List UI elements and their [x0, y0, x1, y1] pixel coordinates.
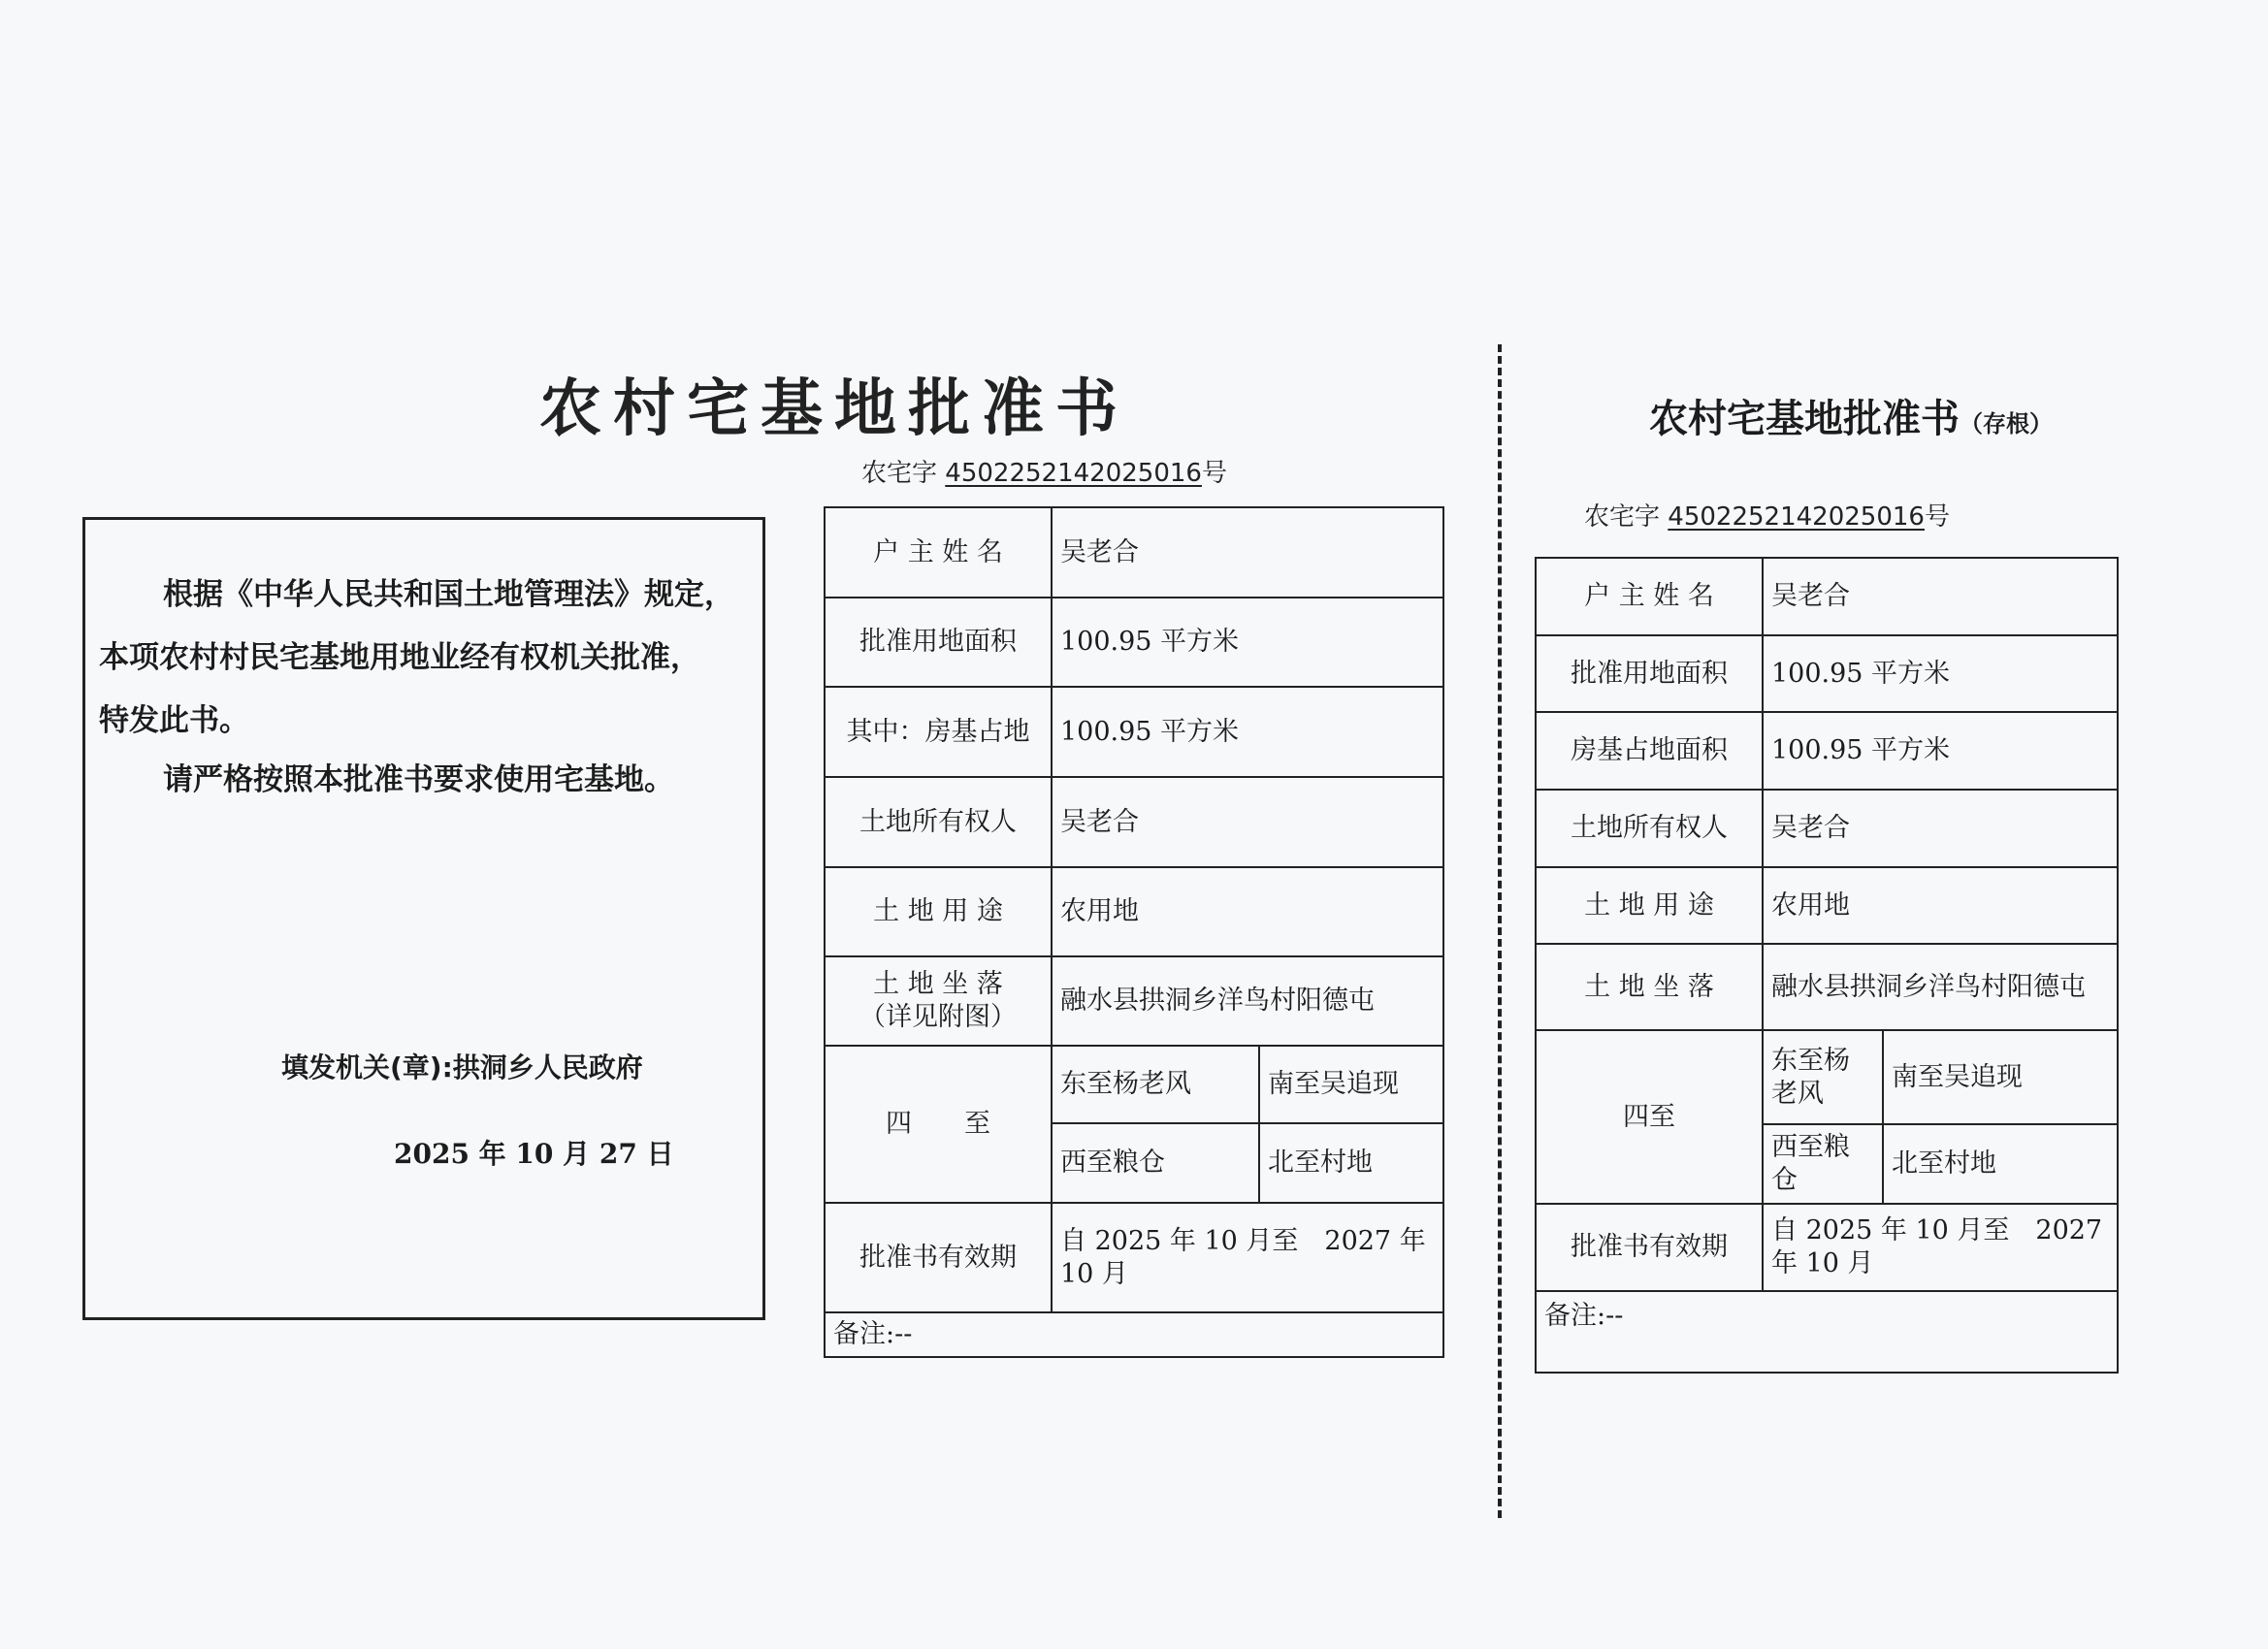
table-row [1536, 944, 2118, 1030]
location-label [825, 956, 1052, 1046]
stub-document-number [1584, 497, 1950, 533]
stub-title [1649, 388, 2134, 443]
stub-area-value: 100.95 平方米 [1763, 635, 2118, 712]
stub-location-label: 土 地 坐 落 [1536, 944, 1763, 1030]
stub-owner-label: 户 主 姓 名 [1536, 558, 1763, 635]
table-row [825, 598, 1443, 687]
table-row [1536, 867, 2118, 944]
document-number [861, 453, 1227, 489]
page-title: 农村宅基地批准书 [539, 372, 1129, 445]
landowner-value: 吴老合 [1052, 777, 1443, 867]
stub-title-text: 农村宅基地批准书 [1649, 396, 1960, 441]
perforation-line [1498, 344, 1502, 1518]
table-row [1536, 1291, 2118, 1373]
house-label: 其中：房基占地 [825, 687, 1052, 777]
owner-label: 户 主 姓 名 [825, 507, 1052, 598]
notice-box [82, 517, 765, 1320]
east-boundary: 东至杨老风 [1052, 1046, 1259, 1123]
table-row [825, 1312, 1443, 1357]
landowner-label: 土地所有权人 [825, 777, 1052, 867]
location-label-line-1: 土 地 坐 落 [873, 969, 1003, 1000]
house-value: 100.95 平方米 [1052, 687, 1443, 777]
issue-date: 2025 年 10 月 27 日 [394, 1138, 674, 1170]
stub-location-value: 融水县拱洞乡洋鸟村阳德屯 [1763, 944, 2118, 1030]
stub-area-label: 批准用地面积 [1536, 635, 1763, 712]
notice-line-3: 特发此书。 [99, 703, 249, 738]
table-row [825, 867, 1443, 956]
table-row [1536, 712, 2118, 790]
table-row [1536, 1030, 2118, 1124]
notice-line-1: 根据《中华人民共和国土地管理法》规定， [163, 577, 734, 612]
stub-east-boundary: 东至杨老风 [1763, 1030, 1883, 1124]
table-row [825, 777, 1443, 867]
stub-table [1535, 557, 2119, 1374]
stub-north-boundary: 北至村地 [1883, 1124, 2118, 1204]
table-row [825, 1046, 1443, 1123]
table-row [825, 956, 1443, 1046]
stub-south-boundary: 南至吴追现 [1883, 1030, 2118, 1124]
table-row [825, 1203, 1443, 1312]
stub-validity-value: 自 2025 年 10 月至 2027 年 10 月 [1763, 1204, 2118, 1291]
table-row [1536, 635, 2118, 712]
stub-house-value: 100.95 平方米 [1763, 712, 2118, 790]
stub-validity-label: 批准书有效期 [1536, 1204, 1763, 1291]
location-label-line-2: （详见附图） [859, 1002, 1017, 1032]
issuer: 填发机关(章):拱洞乡人民政府 [281, 1051, 643, 1083]
area-label: 批准用地面积 [825, 598, 1052, 687]
north-boundary: 北至村地 [1259, 1123, 1443, 1203]
remark: 备注:-- [825, 1312, 1443, 1357]
docno-prefix: 农宅字 [861, 459, 938, 488]
stub-house-label: 房基占地面积 [1536, 712, 1763, 790]
table-row [1536, 558, 2118, 635]
stub-title-suffix: （存根） [1960, 409, 2053, 437]
stub-docno-number: 4502252142025016 [1668, 502, 1925, 532]
stub-land-use-value: 农用地 [1763, 867, 2118, 944]
table-row [1536, 1204, 2118, 1291]
south-boundary: 南至吴追现 [1259, 1046, 1443, 1123]
west-boundary: 西至粮仓 [1052, 1123, 1259, 1203]
notice-line-4: 请严格按照本批准书要求使用宅基地。 [163, 762, 674, 797]
validity-label: 批准书有效期 [825, 1203, 1052, 1312]
table-row [825, 507, 1443, 598]
table-row [1536, 790, 2118, 867]
docno-suffix: 号 [1201, 459, 1227, 488]
notice-line-2: 本项农村村民宅基地用地业经有权机关批准， [99, 640, 700, 675]
stub-bounds-label: 四至 [1536, 1030, 1763, 1204]
docno-number: 4502252142025016 [945, 459, 1202, 488]
owner-value: 吴老合 [1052, 507, 1443, 598]
stub-owner-value: 吴老合 [1763, 558, 2118, 635]
stub-remark: 备注:-- [1536, 1291, 2118, 1373]
stub-west-boundary: 西至粮仓 [1763, 1124, 1883, 1204]
stub-landowner-value: 吴老合 [1763, 790, 2118, 867]
bounds-label: 四 至 [825, 1046, 1052, 1203]
stub-landowner-label: 土地所有权人 [1536, 790, 1763, 867]
stub-docno-prefix: 农宅字 [1584, 502, 1661, 532]
stub-land-use-label: 土 地 用 途 [1536, 867, 1763, 944]
land-use-value: 农用地 [1052, 867, 1443, 956]
stub-docno-suffix: 号 [1924, 502, 1950, 532]
location-value: 融水县拱洞乡洋鸟村阳德屯 [1052, 956, 1443, 1046]
approval-table [824, 506, 1444, 1358]
validity-value: 自 2025 年 10 月至 2027 年 10 月 [1052, 1203, 1443, 1312]
table-row [825, 687, 1443, 777]
area-value: 100.95 平方米 [1052, 598, 1443, 687]
land-use-label: 土 地 用 途 [825, 867, 1052, 956]
